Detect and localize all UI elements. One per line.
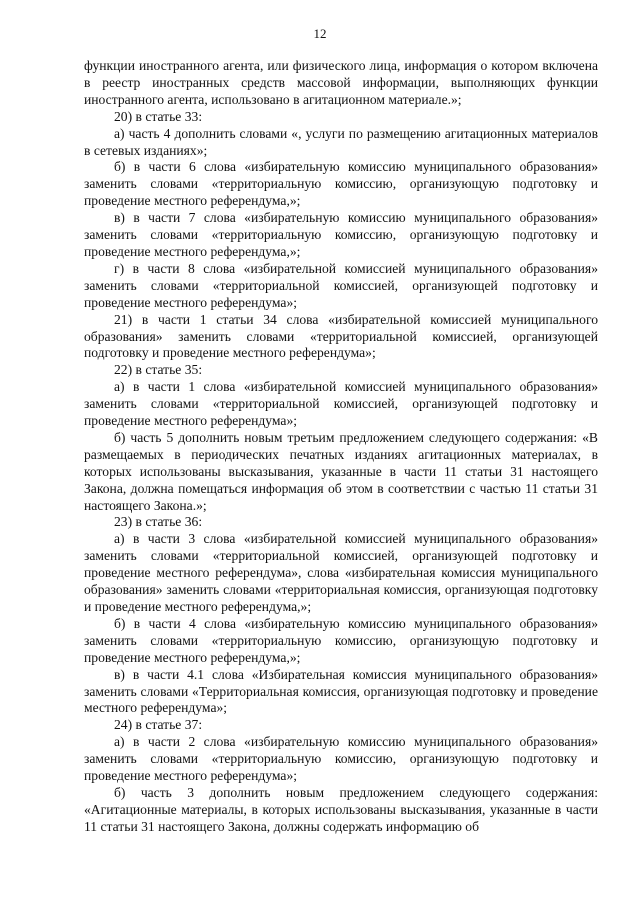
paragraph-item-23v: в) в части 4.1 слова «Избирательная комиссия муниципального образования» заменить словами «Территориальная комиссия, организующая подготовку и проведение местного референдума»; [84,666,598,716]
page-number: 12 [313,26,327,41]
paragraph-item-21: 21) в части 1 статьи 34 слова «избирательной комиссией муниципального образования» заменить словами «территориальной комиссией, организующей подготовку и проведение местного референдума»; [84,311,598,361]
paragraph-item-20g: г) в части 8 слова «избирательной комиссией муниципального образования» заменить словами «территориальной комиссией, организующей подготовку и проведение местного референдума»; [84,260,598,310]
paragraph-item-22b: б) часть 5 дополнить новым третьим предложением следующего содержания: «В размещаемых в периодических печатных изданиях агитационных материалах, в которых использованы высказывания, указанные в части 11 статьи 31 настоящего Закона, должна помещаться информация об этом в соответствии с частью 11 статьи 31 настоящего Закона.»; [84,429,598,513]
paragraph-item-20a: а) часть 4 дополнить словами «, услуги по размещению агитационных материалов в сетевых изданиях»; [84,125,598,158]
paragraph-item-22: 22) в статье 35: [114,362,203,378]
paragraph-item-20b: б) в части 6 слова «избирательную комиссию муниципального образования» заменить словами «территориальную комиссию, организующую подготовку и проведение местного референдума,»; [84,159,598,209]
document-body [84,58,598,836]
paragraph-item-23: 23) в статье 36: [114,514,203,530]
paragraph-item-23a: а) в части 3 слова «избирательной комиссией муниципального образования» заменить словами «территориальной комиссией, организующей подготовку и проведение местного референдума», слова «избирательная комиссия муниципального образования» заменить словами «территориальная комиссия, организующая подготовку и проведение местного референдума,»; [84,531,598,614]
paragraph-item-22a: а) в части 1 слова «избирательной комиссией муниципального образования» заменить словами «территориальной комиссией, организующей подготовку и проведение местного референдума»; [84,379,598,429]
paragraph-item-24b: б) часть 3 дополнить новым предложением следующего содержания: «Агитационные материалы, в которых использованы высказывания, указанные в части 11 статьи 31 настоящего Закона, должны содержать информацию об [84,784,598,834]
paragraph-continuation: функции иностранного агента, или физического лица, информация о котором включена в реестр иностранных средств массовой информации, выполняющих функции иностранного агента, использовано в агитационном материале.»; [84,58,598,107]
paragraph-item-24: 24) в статье 37: [114,717,203,733]
paragraph-item-20: 20) в статье 33: [114,108,203,124]
paragraph-item-23b: б) в части 4 слова «избирательную комиссию муниципального образования» заменить словами «территориальную комиссию, организующую подготовку и проведение местного референдума,»; [84,615,598,665]
paragraph-item-20v: в) в части 7 слова «избирательную комиссию муниципального образования» заменить словами «территориальную комиссию, организующую подготовку и проведение местного референдума,»; [84,210,598,259]
paragraph-item-24a: а) в части 2 слова «избирательную комиссию муниципального образования» заменить словами «территориальную комиссию, организующую подготовку и проведение местного референдума»; [84,734,598,784]
